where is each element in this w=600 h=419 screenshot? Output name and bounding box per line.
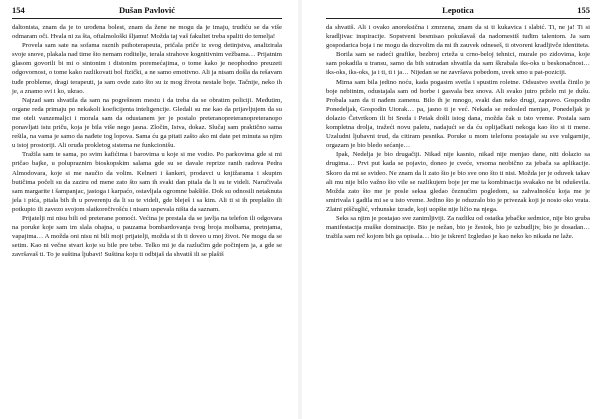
right-running-header	[326, 2, 590, 19]
paragraph: Seks sa njim je postajao sve zanimljiviji. Za razliku od ostatka jebačke sedmice, nije bio gruba manifestacija muške dominacije. Bio je nežan, bio je žestok, bio je uzbudljiv, bio je dosadan… tražila sam reč kojom bih ga opisala… bio je iskren! Izgledao je kao neko ko nikada ne laže.	[326, 214, 590, 241]
paragraph: Tražila sam te sama, po svim kafićima i barovima u koje si me vodio. Po parkovima gde si mi pričao bajke, u polupraznim bioskopskim salama gde su se davale reprize ranih radova Pedra Almodovara, koje si me naučio da volim. Kelneri i šankeri, prodavci u knjižarama i skupim butičima počeli su da zaziru od mene zato što sam ih svaki dan pitala da li su te videli. Naručivala sam margarite i šampanjac, jastoga i karpaćo, ostavljala ogromne bakšiše. Dok su odnosili netaknuta jela i pića, pitala bih ih u poverenju da li su te videli, gde bleješ i sa kim. Ali ti si ih preplašio ili potkupio ili zavezo svojom slatkorečivošću i nisam uspevala ništa da saznam.	[12, 151, 282, 213]
left-running-header	[12, 2, 282, 19]
right-page-number: 155	[577, 5, 590, 15]
paragraph: Prijatelji mi nisu bili od preterane pomoći. Većina je prestala da se javlja na telefon ili odgovara na poruke koje sam im slala ohajna, u pauzama bombardovanja tvog broja molbama, pretnjama, vapajima… A možda oni nisu ni bili moji prijatelji, možda si ih ti doveo u moj život. Ne mogu da se setim. Kao ni večne stvari koje su bile pre tebe. Telko mi je da razlučim gde počinjem ja, a gde se završavaš ti. To je suštinа ljubavi! Suština koju ti odbijaš da shvatiš ili se plašiš	[12, 214, 282, 259]
right-page-body	[326, 23, 590, 241]
right-running-head-title: Lepotica	[442, 5, 474, 15]
left-page-number: 154	[12, 5, 25, 15]
paragraph: daltonista, znam da je to urođena bolest, znam da ženе ne mogu da je imaju, trudiću se da više odmaram oči. Hvala ni za šta, oftalmološki šljamu! Možda taj vaš fakultet treba spaliti do temelja!	[12, 24, 282, 41]
paragraph: da shvatiš. Ali i ovako anoreksična i zmrzena, znam da si ti kukavica i slabić. Ti, ne ja! Ti si kradljivac inspiracije. Sopstveni besmisao pokušavaš da nadomestiš tuđim talentom. Ja sam gospodarica boja i ne mogu da dozvolim da mi ih zauvek odneseš, ti otvoreni kradljivče identiteta.	[326, 24, 590, 50]
paragraph: Borila sam se radeći grafike, bezbroj crteža u crno-beloj tehnici, murale po zidovima, koje sam pokadila u transu, samo da bih sutradan shvatila da sam škrabala iks-oks u beskonačnost… iks-oks, iks-oks, ja i ti, ti i ja… Nijedan se ne završava pobedom, uvek smo u pat-poziciji.	[326, 51, 590, 77]
paragraph: Provela sam sate na sofama raznih psihoterapeuta, pričala priče iz svog detinjstva, analizirala svoje snove, plakala nad time što nemam roditelje, terala strahove kognitivnim vežbama… Prijatnim glasom govorili bi mi o sintonim i distonim poremećajima, o tome kako je neophodno preuzeti odgovornost, o tome kako razlikovati bol fizički, a ne samo emotivno. Ali ja nisam došla da rešavam tuđe probleme, dragi terapeuti, ja sam ovde zato što su iz mog života nestale boje. Tačnije, neko ih je, a znamo svi i ko, ukrao.	[12, 42, 282, 95]
left-running-head-title: Dušan Pavlović	[119, 5, 175, 15]
paragraph: Ipak, Nedelja je bio drugačiji. Nikad nije kasnio, nikad nije menjao dane, niti dolazio sa drugima… Prvi put kada se pojavio, doneo je cveće, vrsoma neobično za jebača sa aplikacije. Skoro da mi se svideo. Ne znam da li zato što je bio sve ono što ti nisi. Možda jer je oduvek takav ali mu nije bilo važno što vile se razlikujem boje jer me ta kombinacija svakako ne bi oduševila. Možda zato što me je posle seksa gledao čeznućim pogledom, sa zahvalnošću koja me je smirivala i gadila mi se u isto vreme. Jedino što je oduzralo bio je privezak koji je nosio oko vrata. Zlatni piščuglić, vrhunske izrade, koji uopšte nije ličio na njega.	[326, 151, 590, 213]
paragraph: Najzad sam shvatila da sam na pogrešnom mestu i da treba da se obratim policiji. Međutim, organe reda primaju po nekakoli koeficijenta inteligencije. Gledali su me kao da prijavljujem da su me oteli vanzemaljci i morala sam da odustanem jer je postalo preteranopreteranopreteranopo ponavljati istu priču, koja je bila više nego jasna. Zločin, Istva, dokaz. Slučaj sam praktično sama rešila, na vama je samo da nađete tog lopova. Sama ću ga pitati zašto ako mi date pet minuta sa njim u istoj prostoriji. Ali oruđa prokletog sistema ne funkcionišu.	[12, 96, 282, 150]
paragraph: Mirna sam bila jedino noću, kada pogasim svetla i spustim roletne. Odsustvo svetla činilo je boje nebitnim, odustajala sam od borbe i gasvala bez snova. Ali svako jutro prželo mi je dušu. Probala sam da ti nađem zamenu. Bilo ih je mnogo, svaki dan neko drugi, zapravo. Gospodin Ponedeljak, Gospodin Utorak… pa, jasno ti je već. Nekada se redosled menjao, Ponedeljak je dolazio Četvrtkom ili bi Sreda i Petak došli istog dana, možda čak u isto vreme. Postala sam kompletna droljа, tražeći novu paletu, nadajući se da ću oplijačkati nekoga kao što si ti mene. Uzaludni ljubavni trud, da citiram pesnika. Poruke u mom telefonu postajale su sve vulgarnije, orgazam je bio bledo sećanje…	[326, 78, 590, 150]
left-page	[12, 0, 282, 419]
book-gutter	[298, 0, 302, 419]
left-page-body	[12, 23, 282, 259]
right-page	[326, 0, 590, 419]
